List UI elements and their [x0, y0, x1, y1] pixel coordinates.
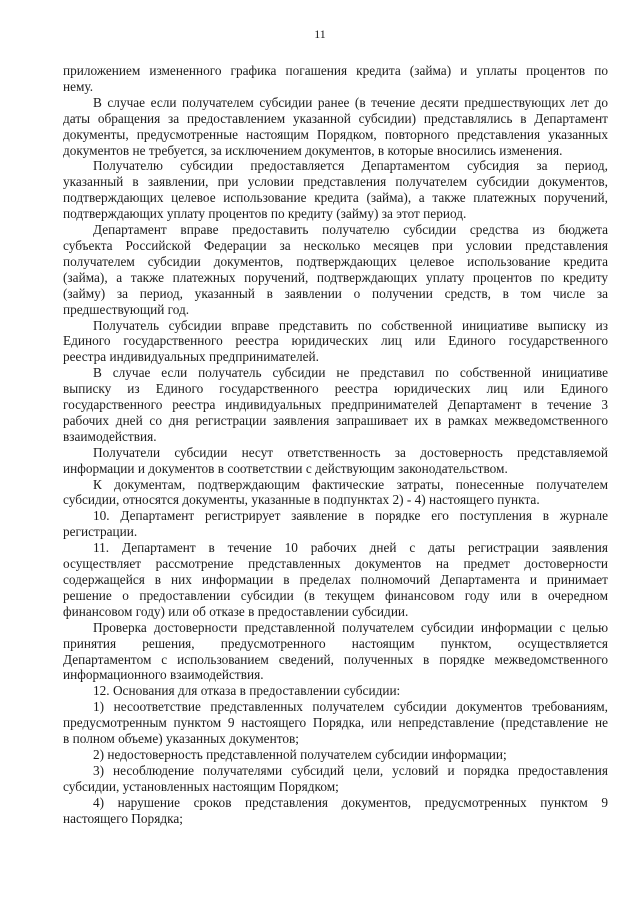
- text-line: регистрации.: [63, 524, 138, 540]
- paragraph-p02: [63, 95, 608, 159]
- text-line: Единого государственного реестра юридических лиц или Единого государственного: [63, 333, 608, 349]
- text-line: реестра индивидуальных предпринимателей.: [63, 349, 319, 365]
- text-line: 12. Основания для отказа в предоставлении субсидии:: [93, 683, 401, 699]
- text-line: нему.: [63, 78, 94, 94]
- text-line: решение о предоставлении субсидии (в текущем финансовом году или в очередном: [63, 587, 608, 603]
- paragraph-p03: [63, 158, 608, 222]
- text-line: получателем субсидии документов, подтверждающих целевое использование кредита: [63, 253, 608, 269]
- text-line: В случае если получатель субсидии не представил по собственной инициативе: [93, 365, 608, 381]
- text-line: подтверждающих целевое использование кредита (займа), а также платежных поручений,: [63, 190, 608, 206]
- text-line: подтверждающих уплату процентов по кредиту (займу) за этот период.: [63, 206, 467, 222]
- text-line: К документам, подтверждающим фактические затраты, понесенные получателем: [93, 476, 608, 492]
- paragraph-p06: [63, 365, 608, 445]
- page-number: 11: [314, 27, 326, 41]
- paragraph-p12: [63, 683, 608, 699]
- paragraph-p15: [63, 763, 608, 795]
- text-line: Получателю субсидии предоставляется Департаментом субсидия за период,: [93, 158, 608, 174]
- text-line: даты обращения за предоставлением указанной субсидии) представлялись в Департамент: [63, 110, 608, 126]
- text-line: выписку из Единого государственного реестра юридических лиц или Единого: [63, 381, 608, 397]
- text-line: приложением измененного графика погашения кредита (займа) и уплаты процентов по: [63, 63, 608, 78]
- text-line: Получатель субсидии вправе представить по собственной инициативе выписку из: [93, 317, 608, 333]
- text-line: информационного взаимодействия.: [63, 667, 264, 683]
- text-line: субсидии, относятся документы, указанные в подпунктах 2) - 4) настоящего пункта.: [63, 492, 540, 508]
- paragraph-p11: [63, 620, 608, 684]
- text-line: 2) недостоверность представленной получателем субсидии информации;: [93, 746, 507, 762]
- text-line: субъекта Российской Федерации за несколько месяцев при условии представления: [63, 237, 608, 253]
- text-line: предшествующий год.: [63, 301, 190, 317]
- text-line: 10. Департамент регистрирует заявление в порядке его поступления в журнале: [93, 508, 608, 524]
- text-line: в полном объеме) указанных документов;: [63, 731, 299, 747]
- paragraph-p04: [63, 222, 608, 317]
- text-line: (займа), а также платежных поручений, подтверждающих уплату процентов по кредиту: [63, 269, 608, 285]
- text-line: осуществляет рассмотрение представленных документов на предмет достоверности: [63, 556, 608, 572]
- text-line: 11. Департамент в течение 10 рабочих дней с даты регистрации заявления: [93, 540, 608, 556]
- text-line: указанный в заявлении, при условии представления получателем субсидии документов,: [63, 174, 608, 190]
- text-line: рабочих дней со дня регистрации заявления запрашивает их в рамках межведомственного: [63, 412, 608, 428]
- document-body: [63, 63, 608, 827]
- text-line: Департамент вправе предоставить получателю субсидии средства из бюджета: [93, 222, 608, 238]
- text-line: 4) нарушение сроков представления документов, предусмотренных пунктом 9: [93, 794, 608, 810]
- text-line: принятия решения, предусмотренного настоящим пунктом, осуществляется: [63, 635, 608, 651]
- text-line: информации и документов в соответствии с действующим законодательством.: [63, 460, 508, 476]
- text-line: содержащейся в них информации в пределах полномочий Департамента и принимает: [63, 572, 608, 587]
- text-line: 1) несоответствие представленных получателем субсидии документов требованиям,: [93, 699, 608, 715]
- text-line: Проверка достоверности представленной получателем субсидии информации с целью: [93, 619, 608, 635]
- text-line: 3) несоблюдение получателями субсидий цели, условий и порядка предоставления: [93, 762, 608, 778]
- paragraph-p01: [63, 63, 608, 95]
- paragraph-p07: [63, 445, 608, 477]
- text-line: настоящего Порядка;: [63, 810, 183, 826]
- paragraph-p14: [63, 747, 608, 763]
- text-line: государственного реестра индивидуальных предпринимателей Департамент в течение 3: [63, 397, 608, 413]
- text-line: (займу) за период, указанный в заявлении о получении средств, в том числе за: [63, 285, 608, 301]
- text-line: Департаментом с использованием сведений, полученных в порядке межведомственного: [63, 651, 608, 667]
- paragraph-p16: [63, 795, 608, 827]
- text-line: Получатели субсидии несут ответственность за достоверность представляемой: [93, 444, 608, 460]
- paragraph-p13: [63, 699, 608, 747]
- paragraph-p08: [63, 477, 608, 509]
- text-line: документы, предусмотренные настоящим Порядком, повторного представления указанных: [63, 126, 608, 142]
- text-line: финансовом году) или об отказе в предоставлении субсидии.: [63, 603, 409, 619]
- paragraph-p09: [63, 508, 608, 540]
- text-line: документов не требуется, за исключением документов, в которые вносились изменения.: [63, 142, 563, 158]
- text-line: взаимодействия.: [63, 428, 157, 444]
- text-line: В случае если получателем субсидии ранее (в течение десяти предшествующих лет до: [93, 94, 608, 110]
- paragraph-p05: [63, 318, 608, 366]
- paragraph-p10: [63, 540, 608, 620]
- text-line: субсидии, установленных настоящим Порядком;: [63, 778, 339, 794]
- text-line: предусмотренным пунктом 9 настоящего Порядка, или непредставление (представление не: [63, 715, 608, 731]
